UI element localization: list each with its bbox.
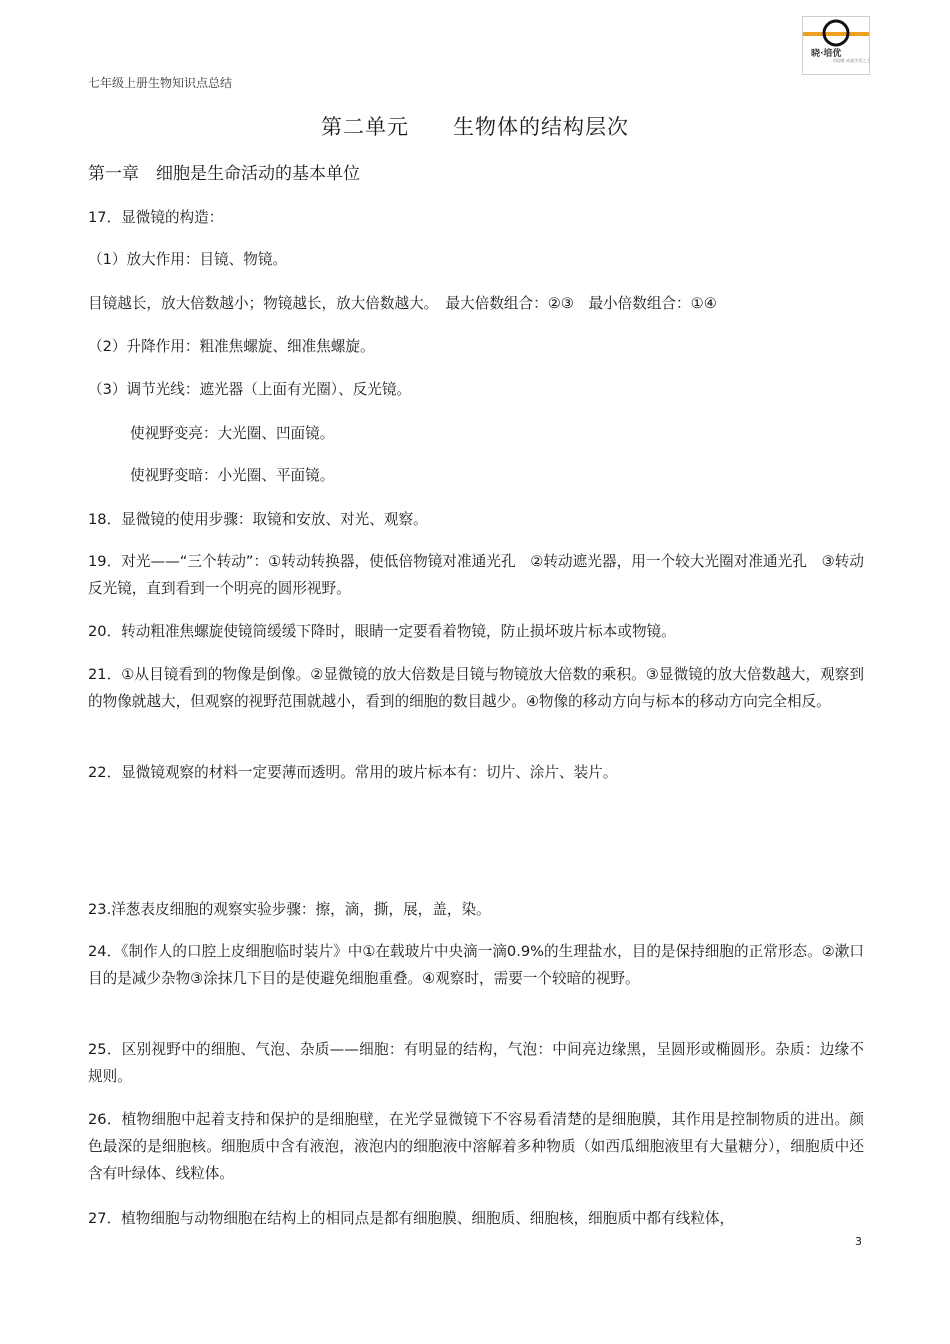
logo bbox=[802, 16, 870, 75]
paragraph-21: 21．①从目镜看到的物像是倒像。②显微镜的放大倍数是目镜与物镜放大倍数的乘积。③显微镜的放大倍数越大，观察到的物像就越大，但观察的视野范围就越小，看到的细胞的数目越少。④物像的移动方向与标本的移动方向完全相反。 bbox=[88, 666, 864, 710]
logo-brand: 晓·培优 bbox=[811, 49, 842, 59]
paragraph-27: 27．植物细胞与动物细胞在结构上的相同点是都有细胞膜、细胞质、细胞核，细胞质中都有线粒体， bbox=[88, 1210, 735, 1227]
paragraph-24: 24．《制作人的口腔上皮细胞临时装片》中①在载玻片中央滴一滴0.9%的生理盐水，目的是保持细胞的正常形态。②漱口目的是减少杂物③涂抹几下目的是使避免细胞重叠。④观察时，需要一个较暗的视野。 bbox=[88, 943, 864, 987]
paragraph-brighten: 使视野变亮：大光圈、凹面镜。 bbox=[130, 425, 335, 442]
paragraph-22: 22．显微镜观察的材料一定要薄而透明。常用的玻片标本有：切片、涂片、装片。 bbox=[88, 764, 618, 781]
logo-slogan: 用思维 成就学者之上 bbox=[833, 58, 871, 63]
paragraph-20: 20．转动粗准焦螺旋使镜筒缓缓下降时，眼睛一定要看着物镜，防止损坏玻片标本或物镜。 bbox=[88, 623, 676, 640]
paragraph-18: 18．显微镜的使用步骤：取镜和安放、对光、观察。 bbox=[88, 511, 428, 528]
paragraph-darken: 使视野变暗：小光圈、平面镜。 bbox=[130, 467, 335, 484]
paragraph-19: 19．对光——“三个转动”：①转动转换器，使低倍物镜对准通光孔 ②转动遮光器，用一个较大光圈对准通光孔 ③转动反光镜，直到看到一个明亮的圆形视野。 bbox=[88, 553, 864, 597]
paragraph-magnification-note: 目镜越长，放大倍数越小；物镜越长，放大倍数越大。 最大倍数组合：②③ 最小倍数组合：①④ bbox=[88, 295, 717, 312]
unit-title: 第二单元 生物体的结构层次 bbox=[321, 115, 629, 139]
paragraph-25: 25．区别视野中的细胞、气泡、杂质——细胞：有明显的结构，气泡：中间亮边缘黑，呈圆形或椭圆形。杂质：边缘不规则。 bbox=[88, 1041, 864, 1085]
paragraph-26: 26．植物细胞中起着支持和保护的是细胞壁，在光学显微镜下不容易看清楚的是细胞膜，其作用是控制物质的进出。颜色最深的是细胞核。细胞质中含有液泡，液泡内的细胞液中溶解着多种物质（如西瓜细胞液里有大量糖分），细胞质中还含有叶绿体、线粒体。 bbox=[88, 1111, 864, 1182]
paragraph-23: 23.洋葱表皮细胞的观察实验步骤：擦，滴，撕，展，盖，染。 bbox=[88, 901, 491, 918]
running-header: 七年级上册生物知识点总结 bbox=[88, 76, 233, 90]
paragraph-17: 17．显微镜的构造： bbox=[88, 209, 224, 226]
paragraph-light: （3）调节光线：遮光器（上面有光圈）、反光镜。 bbox=[88, 381, 412, 398]
paragraph-magnification: （1）放大作用：目镜、物镜。 bbox=[88, 251, 288, 268]
chapter-heading: 第一章 细胞是生命活动的基本单位 bbox=[88, 164, 360, 184]
paragraph-focus: （2）升降作用：粗准焦螺旋、细准焦螺旋。 bbox=[88, 338, 375, 355]
page-number: 3 bbox=[855, 1235, 862, 1248]
